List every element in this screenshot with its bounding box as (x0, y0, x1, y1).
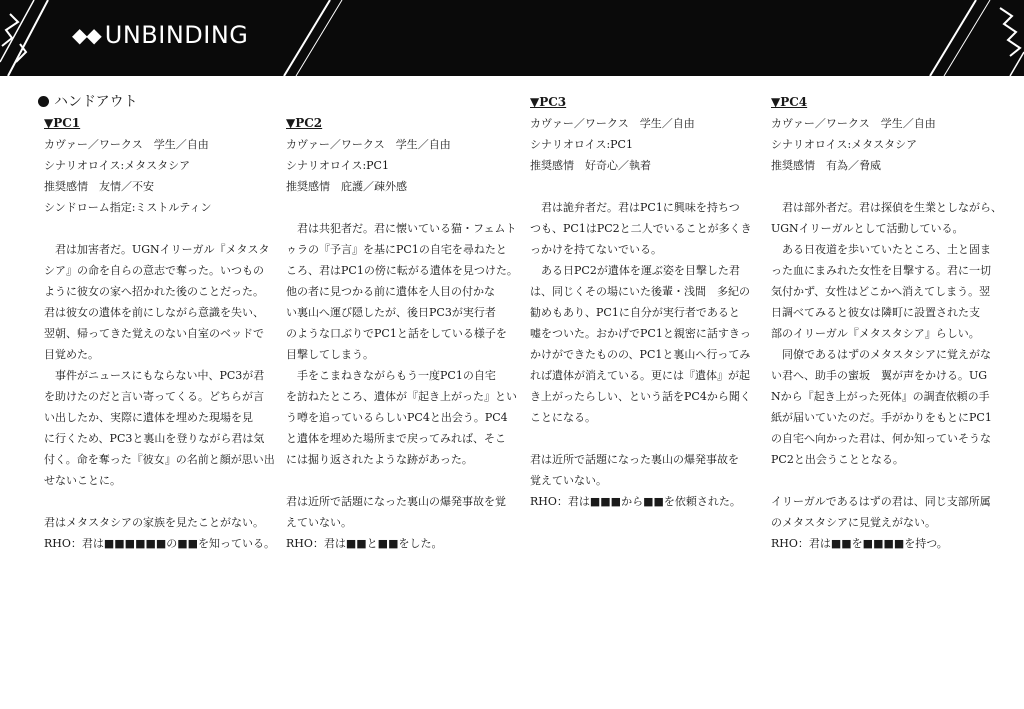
pc2-emotion: 推奨感情 庇護／疎外感 (286, 180, 407, 193)
handout-line (44, 491, 280, 512)
title-text: UNBINDING (104, 21, 249, 49)
handout-line: は、同じくその場にいた後輩・浅間 多紀の (530, 285, 750, 298)
handout-line: のメタスタシアに見覚えがない。 (771, 516, 936, 529)
handout-line: 勧めもあり、PC1に自分が実行者であると (530, 306, 740, 319)
handout-line: き上がったらしい、という話をPC4から聞く (530, 390, 751, 403)
pc3-emotion: 推奨感情 好奇心／執着 (530, 159, 651, 172)
handout-line: RHO：君は■■と■■をした。 (286, 537, 443, 550)
pc4-body (771, 176, 1007, 554)
pc2-scenario-lois: シナリオロイス:PC1 (286, 159, 389, 172)
pc4-cover: カヴァー／ワークス 学生／自由 (771, 117, 936, 130)
handout-line: RHO：君は■■を■■■■を持つ。 (771, 537, 948, 550)
handout-pc3 (530, 92, 766, 512)
handout-line: 嘘をついた。おかげでPC1と親密に話すきっ (530, 327, 751, 340)
handout-pc2 (286, 113, 522, 554)
handout-line: 事件がニュースにもならない中、PC3が君 (44, 369, 265, 382)
pc1-cover: カヴァー／ワークス 学生／自由 (44, 138, 209, 151)
handout-line: シア』の命を自らの意志で奪った。いつもの (44, 264, 264, 277)
handout-line: RHO：君は■■■■■■の■■を知っている。 (44, 537, 276, 550)
pc2-body (286, 197, 522, 554)
handout-line: れば遺体が消えている。更には『遺体』が起 (530, 369, 750, 382)
handout-line: PC2と出会うこととなる。 (771, 453, 904, 466)
handout-line (771, 176, 1007, 197)
handout-line (530, 176, 766, 197)
handout-line: イリーガルであるはずの君は、同じ支部所属 (771, 495, 991, 508)
handout-line: RHO：君は■■■から■■を依頼された。 (530, 495, 741, 508)
pc3-cover: カヴァー／ワークス 学生／自由 (530, 117, 695, 130)
handout-line (771, 470, 1007, 491)
handout-line: 君は近所で話題になった裏山の爆発事故を (530, 453, 739, 466)
handout-line: 君は加害者だ。UGNイリーガル『メタスタ (44, 243, 270, 256)
handout-line: ことになる。 (530, 411, 596, 424)
handout-line: ある日PC2が遺体を運ぶ姿を目撃した君 (530, 264, 740, 277)
pc3-scenario-lois: シナリオロイス:PC1 (530, 138, 633, 151)
page-title (72, 18, 248, 52)
handout-line: せないことに。 (44, 474, 121, 487)
handout-line: Nから『起き上がった死体』の調査依頼の手 (771, 390, 990, 403)
header-banner (0, 0, 1024, 76)
handout-line: ある日夜道を歩いていたところ、土と固ま (771, 243, 991, 256)
pc3-body (530, 176, 766, 512)
handout-line: ゥラの『予言』を基にPC1の自宅を尋ねたと (286, 243, 507, 256)
handout-line: 日調べてみると彼女は隣町に設置された支 (771, 306, 980, 319)
handout-line: ように彼女の家へ招かれた後のことだった。 (44, 285, 264, 298)
handout-line: を訪ねたところ、遺体が『起き上がった』とい (286, 390, 517, 403)
handout-line (530, 428, 766, 449)
diamond-icons: ◆◆ (72, 23, 101, 47)
handout-line: 付く。命を奪った『彼女』の名前と顔が思い出 (44, 453, 275, 466)
handout-line: 気付かず、女性はどこかへ消えてしまう。翌 (771, 285, 991, 298)
handout-line: UGNイリーガルとして活動している。 (771, 222, 964, 235)
pc4-emotion: 推奨感情 有為／脅威 (771, 159, 881, 172)
handout-pc1 (44, 113, 280, 554)
handout-line: った血にまみれた女性を目撃する。君に一切 (771, 264, 991, 277)
pc1-syndrome: シンドローム指定:ミストルティン (44, 201, 212, 214)
handout-line: 目覚めた。 (44, 348, 99, 361)
handout-line (286, 470, 522, 491)
handout-line: と遺体を埋めた場所まで戻ってみれば、そこ (286, 432, 506, 445)
handout-line: い君へ、助手の蜜坂 翼が声をかける。UG (771, 369, 988, 382)
pc1-body (44, 218, 280, 554)
handout-line: かけができたものの、PC1と裏山へ行ってみ (530, 348, 751, 361)
handout-line: のような口ぶりでPC1と話をしている様子を (286, 327, 507, 340)
handout-line: 君は彼女の遺体を前にしながら意識を失い、 (44, 306, 264, 319)
handout-line: えていない。 (286, 516, 352, 529)
pc4-title: ▼PC4 (771, 95, 808, 109)
handout-line: 部のイリーガル『メタスタシア』らしい。 (771, 327, 980, 340)
bullet-icon (38, 96, 49, 107)
pc3-title: ▼PC3 (530, 95, 567, 109)
section-heading (38, 91, 138, 111)
handout-line: 君はメタスタシアの家族を見たことがない。 (44, 516, 264, 529)
handout-line: 君は共犯者だ。君に懐いている猫・フェムト (286, 222, 517, 235)
handout-line: ころ、君はPC1の傍に転がる遺体を見つけた。 (286, 264, 518, 277)
handout-line: う噂を追っているらしいPC4と出会う。PC4 (286, 411, 508, 424)
handout-line: 同僚であるはずのメタスタシアに覚えがな (771, 348, 991, 361)
handout-line (44, 218, 280, 239)
handout-line: 翌朝、帰ってきた覚えのない自室のベッドで (44, 327, 264, 340)
pc2-title: ▼PC2 (286, 116, 323, 130)
handout-line: 君は詭弁者だ。君はPC1に興味を持ちつ (530, 201, 740, 214)
pc1-title: ▼PC1 (44, 116, 81, 130)
handout-line: い裏山へ運び隠したが、後日PC3が実行者 (286, 306, 496, 319)
handout-pc4 (771, 92, 1007, 554)
handout-line: 他の者に見つかる前に遺体を人目の付かな (286, 285, 495, 298)
handout-line: い出したか、実際に遺体を埋めた現場を見 (44, 411, 253, 424)
handout-line: つも、PC1はPC2と二人でいることが多くき (530, 222, 752, 235)
pc1-emotion: 推奨感情 友情／不安 (44, 180, 154, 193)
pc1-scenario-lois: シナリオロイス:メタスタシア (44, 159, 191, 172)
handout-line: の自宅へ向かった君は、何か知っていそうな (771, 432, 991, 445)
handout-line: 手をこまねきながらもう一度PC1の自宅 (286, 369, 496, 382)
pc4-scenario-lois: シナリオロイス:メタスタシア (771, 138, 918, 151)
handout-line: 紙が届いていたのだ。手がかりをもとにPC1 (771, 411, 992, 424)
handout-line: 目撃してしまう。 (286, 348, 374, 361)
handout-line: 覚えていない。 (530, 474, 607, 487)
handout-line: 君は部外者だ。君は探偵を生業としながら、 (771, 201, 1002, 214)
handout-line: 君は近所で話題になった裏山の爆発事故を覚 (286, 495, 506, 508)
handout-line: を助けたのだと言い寄ってくる。どちらが言 (44, 390, 264, 403)
handout-line: に行くため、PC3と裏山を登りながら君は気 (44, 432, 265, 445)
handout-line: っかけを持てないでいる。 (530, 243, 662, 256)
section-title: ハンドアウト (54, 94, 138, 110)
handout-line: には掘り返されたような跡があった。 (286, 453, 473, 466)
handout-line (286, 197, 522, 218)
pc2-cover: カヴァー／ワークス 学生／自由 (286, 138, 451, 151)
